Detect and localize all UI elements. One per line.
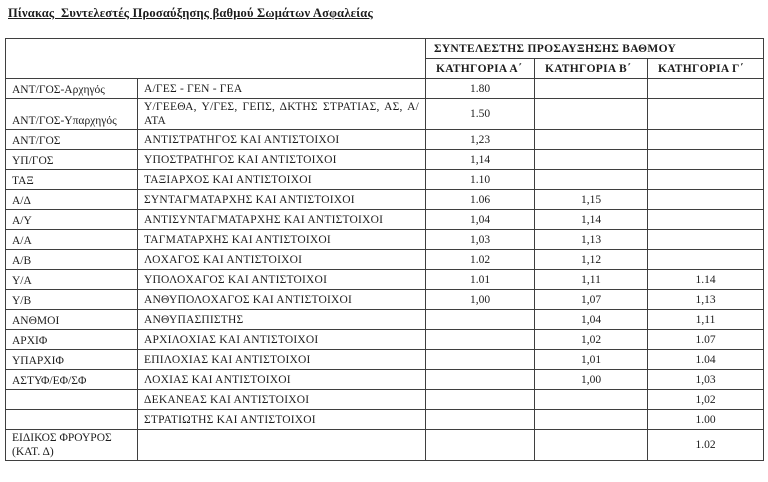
header-row-group [6,39,764,59]
table-row [6,99,764,130]
table-body [6,79,764,461]
coefficients-table [5,38,764,461]
cat-c-value-cell [648,210,764,230]
rank-desc-cell [138,430,426,461]
rank-desc-cell: ΥΠΟΣΤΡΑΤΗΓΟΣ ΚΑΙ ΑΝΤΙΣΤΟΙΧΟΙ [138,150,426,170]
cat-a-value-cell [426,390,535,410]
cat-a-value-cell [426,430,535,461]
cat-c-value-cell [648,79,764,99]
cat-b-value-cell: 1,15 [535,190,648,210]
rank-desc-cell: ΑΝΤΙΣΥΝΤΑΓΜΑΤΑΡΧΗΣ ΚΑΙ ΑΝΤΙΣΤΟΙΧΟΙ [138,210,426,230]
rank-abbr-cell: ΕΙΔΙΚΟΣ ΦΡΟΥΡΟΣ (ΚΑΤ. Δ) [6,430,138,461]
cat-a-value-cell: 1.06 [426,190,535,210]
table-row [6,210,764,230]
rank-desc-cell: ΑΡΧΙΛΟΧΙΑΣ ΚΑΙ ΑΝΤΙΣΤΟΙΧΟΙ [138,330,426,350]
cat-b-value-cell [535,410,648,430]
table-row [6,410,764,430]
rank-abbr-cell: ΑΡΧΙΦ [6,330,138,350]
cat-a-value-cell: 1,00 [426,290,535,310]
rank-abbr-cell [6,410,138,430]
cat-c-value-cell [648,250,764,270]
rank-abbr-cell: ΤΑΞ [6,170,138,190]
cat-c-value-cell: 1.02 [648,430,764,461]
rank-desc-cell: ΛΟΧΙΑΣ ΚΑΙ ΑΝΤΙΣΤΟΙΧΟΙ [138,370,426,390]
table-row [6,370,764,390]
cat-b-value-cell [535,430,648,461]
cat-a-value-cell: 1.80 [426,79,535,99]
cat-a-value-cell: 1,03 [426,230,535,250]
rank-desc-cell: Α/ΓΕΣ - ΓΕΝ - ΓΕΑ [138,79,426,99]
rank-abbr-cell: Α/Δ [6,190,138,210]
cat-c-value-cell [648,170,764,190]
cat-a-value-cell: 1.50 [426,99,535,130]
cat-b-value-cell [535,150,648,170]
rank-desc-cell: ΣΥΝΤΑΓΜΑΤΑΡΧΗΣ ΚΑΙ ΑΝΤΙΣΤΟΙΧΟΙ [138,190,426,210]
rank-desc-cell: ΛΟΧΑΓΟΣ ΚΑΙ ΑΝΤΙΣΤΟΙΧΟΙ [138,250,426,270]
table-row [6,230,764,250]
table-row [6,290,764,310]
cat-c-value-cell [648,130,764,150]
cat-b-value-cell: 1,11 [535,270,648,290]
cat-c-value-cell [648,190,764,210]
table-row [6,330,764,350]
rank-abbr-cell: ΥΠΑΡΧΙΦ [6,350,138,370]
rank-desc-cell: ΑΝΤΙΣΤΡΑΤΗΓΟΣ ΚΑΙ ΑΝΤΙΣΤΟΙΧΟΙ [138,130,426,150]
rank-desc-cell: ΥΠΟΛΟΧΑΓΟΣ ΚΑΙ ΑΝΤΙΣΤΟΙΧΟΙ [138,270,426,290]
cat-b-value-cell: 1,01 [535,350,648,370]
rank-desc-cell: ΔΕΚΑΝΕΑΣ ΚΑΙ ΑΝΤΙΣΤΟΙΧΟΙ [138,390,426,410]
cat-a-value-cell: 1.10 [426,170,535,190]
rank-desc-cell: ΕΠΙΛΟΧΙΑΣ ΚΑΙ ΑΝΤΙΣΤΟΙΧΟΙ [138,350,426,370]
group-header-cell: ΣΥΝΤΕΛΕΣΤΗΣ ΠΡΟΣΑΥΞΗΣΗΣ ΒΑΘΜΟΥ [426,39,764,59]
cat-c-value-cell: 1,02 [648,390,764,410]
rank-abbr-cell: Α/Β [6,250,138,270]
table-header [6,39,764,79]
cat-c-value-cell [648,150,764,170]
cat-c-value-cell: 1,03 [648,370,764,390]
cat-a-value-cell: 1,14 [426,150,535,170]
rank-abbr-cell: ΑΝΤ/ΓΟΣ-Υπαρχηγός [6,99,138,130]
rank-abbr-cell: ΑΝΤ/ΓΟΣ-Αρχηγός [6,79,138,99]
table-row [6,250,764,270]
cat-a-value-cell [426,350,535,370]
rank-desc-cell: ΑΝΘΥΠΑΣΠΙΣΤΗΣ [138,310,426,330]
table-row [6,310,764,330]
table-row [6,390,764,410]
table-row [6,270,764,290]
cat-a-value-cell: 1.02 [426,250,535,270]
cat-b-value-cell [535,79,648,99]
category-b-header: ΚΑΤΗΓΟΡΙΑ Β΄ [535,59,648,79]
table-row [6,150,764,170]
category-c-header: ΚΑΤΗΓΟΡΙΑ Γ΄ [648,59,764,79]
cat-c-value-cell: 1.14 [648,270,764,290]
cat-c-value-cell: 1.00 [648,410,764,430]
cat-b-value-cell: 1,04 [535,310,648,330]
cat-b-value-cell [535,130,648,150]
rank-abbr-cell [6,390,138,410]
cat-a-value-cell [426,370,535,390]
rank-desc-cell: ΣΤΡΑΤΙΩΤΗΣ ΚΑΙ ΑΝΤΙΣΤΟΙΧΟΙ [138,410,426,430]
table-row [6,350,764,370]
rank-desc-cell: ΤΑΓΜΑΤΑΡΧΗΣ ΚΑΙ ΑΝΤΙΣΤΟΙΧΟΙ [138,230,426,250]
cat-b-value-cell: 1,07 [535,290,648,310]
rank-abbr-cell: Α/Α [6,230,138,250]
rank-abbr-cell: ΥΠ/ΓΟΣ [6,150,138,170]
cat-b-value-cell: 1,12 [535,250,648,270]
cat-c-value-cell [648,99,764,130]
page-title: Πίνακας Συντελεστές Προσαύξησης βαθμού Σωμάτων Ασφαλείας [8,6,373,20]
table-row [6,190,764,210]
cat-a-value-cell: 1,23 [426,130,535,150]
cat-c-value-cell: 1.04 [648,350,764,370]
rank-abbr-cell: ΑΝΘΜΟΙ [6,310,138,330]
table-row [6,79,764,99]
rank-desc-cell: ΑΝΘΥΠΟΛΟΧΑΓΟΣ ΚΑΙ ΑΝΤΙΣΤΟΙΧΟΙ [138,290,426,310]
cat-b-value-cell: 1,14 [535,210,648,230]
cat-a-value-cell: 1.01 [426,270,535,290]
table-row [6,170,764,190]
cat-b-value-cell [535,170,648,190]
category-a-header: ΚΑΤΗΓΟΡΙΑ Α΄ [426,59,535,79]
cat-a-value-cell: 1,04 [426,210,535,230]
rank-abbr-cell: Α/Υ [6,210,138,230]
rank-desc-cell: ΤΑΞΙΑΡΧΟΣ ΚΑΙ ΑΝΤΙΣΤΟΙΧΟΙ [138,170,426,190]
cat-c-value-cell [648,230,764,250]
table-row [6,430,764,461]
corner-empty-cell [6,39,426,79]
rank-abbr-cell: Υ/Β [6,290,138,310]
cat-c-value-cell: 1,11 [648,310,764,330]
table-row [6,130,764,150]
rank-abbr-cell: ΑΣΤΥΦ/ΕΦ/ΣΦ [6,370,138,390]
cat-a-value-cell [426,330,535,350]
rank-abbr-cell: ΑΝΤ/ΓΟΣ [6,130,138,150]
cat-b-value-cell [535,99,648,130]
cat-a-value-cell [426,410,535,430]
cat-b-value-cell: 1,02 [535,330,648,350]
rank-desc-cell: Υ/ΓΕΕΘΑ, Υ/ΓΕΣ, ΓΕΠΣ, ΔΚΤΗΣ ΣΤΡΑΤΙΑΣ, ΑΣ, Α/ΑΤΑ [138,99,426,130]
cat-b-value-cell [535,390,648,410]
cat-c-value-cell: 1,13 [648,290,764,310]
cat-b-value-cell: 1,13 [535,230,648,250]
cat-c-value-cell: 1.07 [648,330,764,350]
rank-abbr-cell: Υ/Α [6,270,138,290]
cat-b-value-cell: 1,00 [535,370,648,390]
cat-a-value-cell [426,310,535,330]
